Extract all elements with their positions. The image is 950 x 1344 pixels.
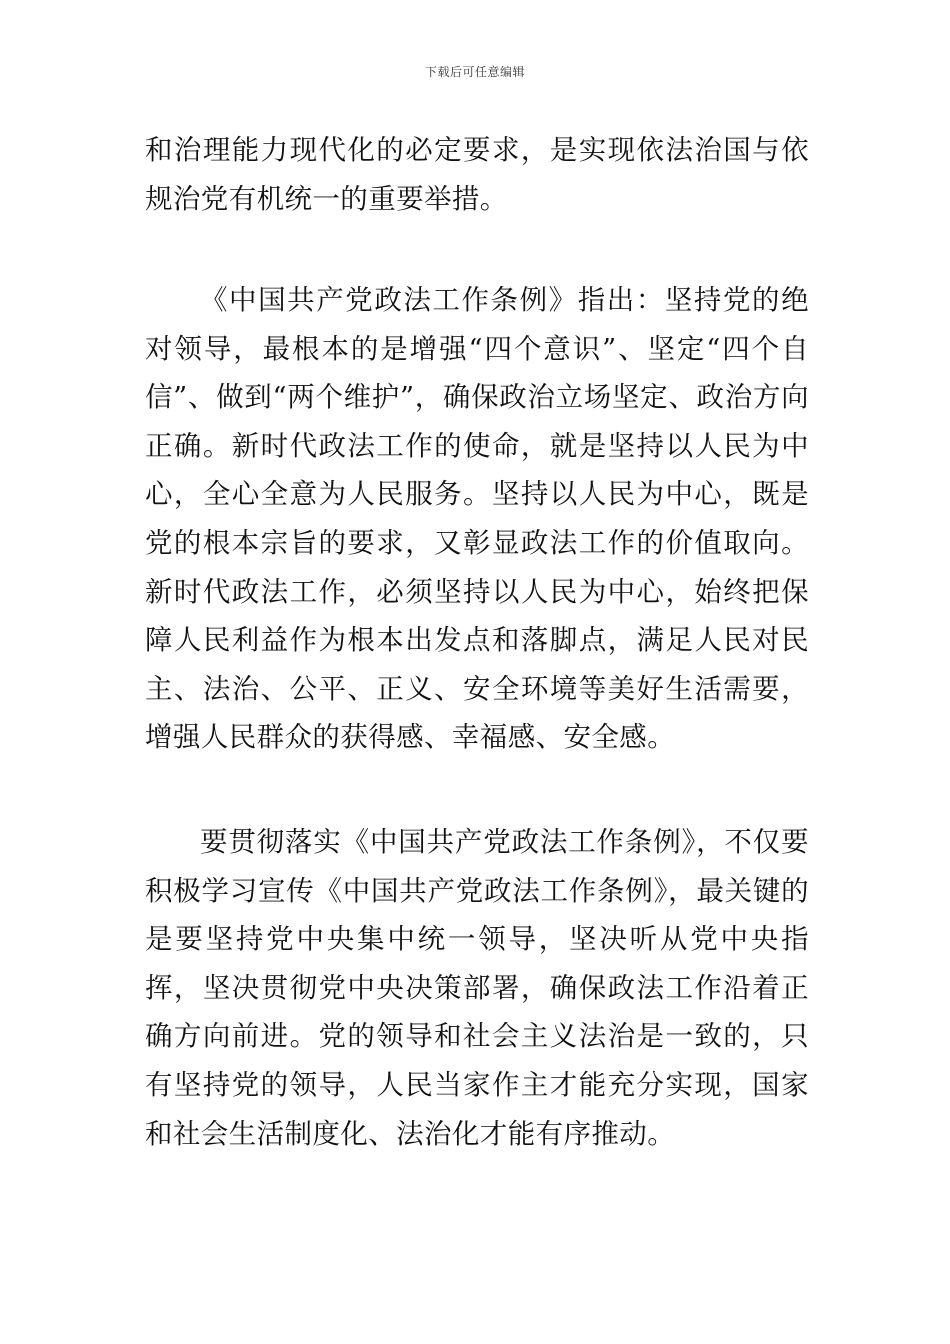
paragraph-continuation: 和治理能力现代化的必定要求，是实现依法治国与依规治党有机统一的重要举措。 <box>145 134 809 215</box>
paragraph-regulation-leadership: 《中国共产党政法工作条例》指出：坚持党的绝对领导，最根本的是增强“四个意识”、坚定“四个自信”、做到“两个维护”，确保政治立场坚定、政治方向正确。新时代政法工作的使命，就是坚持以人民为中心，全心全意为人民服务。坚持以人民为中心，既是党的根本宗旨的要求，又彰显政法工作的价值取向。新时代政法工作，必须坚持以人民为中心，始终把保障人民利益作为根本出发点和落脚点，满足人民对民主、法治、公平、正义、安全环境等美好生活需要，增强人民群众的获得感、幸福感、安全感。 <box>145 284 809 754</box>
paragraph-implementation: 要贯彻落实《中国共产党政法工作条例》，不仅要积极学习宣传《中国共产党政法工作条例》，最关键的是要坚持党中央集中统一领导，坚决听从党中央指挥，坚决贯彻党中央决策部署，确保政法工作沿着正确方向前进。党的领导和社会主义法治是一致的，只有坚持党的领导，人民当家作主才能充分实现，国家和社会生活制度化、法治化才能有序推动。 <box>145 826 809 1150</box>
page-header-note: 下载后可任意编辑 <box>424 65 525 79</box>
